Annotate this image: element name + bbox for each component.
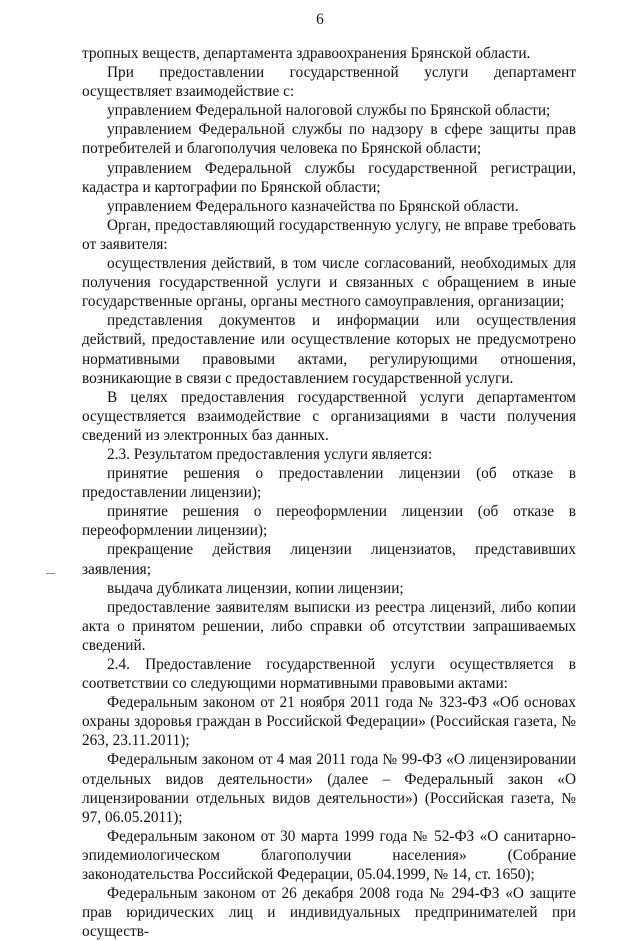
paragraph: Орган, предоставляющий государственную услугу, не вправе требовать от заявителя: (82, 216, 576, 253)
paragraph: В целях предоставления государственной услуги департаментом осуществляется взаимодействие с организациями в части получения сведений из электронных баз данных. (82, 388, 576, 444)
paragraph: управлением Федерального казначейства по Брянской области. (107, 197, 519, 215)
paragraph: 2.4. Предоставление государственной услуги осуществляется в соответствии со следующими нормативными правовыми актами: (82, 656, 576, 693)
margin-mark (46, 573, 55, 574)
paragraph: выдача дубликата лицензии, копии лицензии; (107, 579, 404, 597)
document-body (82, 44, 576, 941)
paragraph: управлением Федеральной службы по надзору в сфере защиты прав потребителей и благополучия человека по Брянской области; (82, 121, 576, 158)
paragraph: При предоставлении государственной услуги департамент осуществляет взаимодействие с: (82, 64, 576, 101)
paragraph: 2.3. Результатом предоставления услуги является: (107, 445, 433, 463)
paragraph: тропных веществ, департамента здравоохранения Брянской области. (82, 45, 531, 62)
paragraph: предоставление заявителям выписки из реестра лицензий, либо копии акта о принятом решении, либо справки об отсутствии запрашиваемых сведений. (82, 598, 576, 654)
paragraph: представления документов и информации или осуществления действий, предоставление или осуществление которых не предусмотрено нормативными правовыми актами, регулирующими отношения, возникающие в связи с предоставлением государственной услуги. (82, 312, 576, 387)
paragraph: принятие решения о предоставлении лицензии (об отказе в предоставлении лицензии); (82, 465, 576, 502)
paragraph: принятие решения о переоформлении лицензии (об отказе в переоформлении лицензии); (82, 503, 576, 540)
paragraph: управлением Федеральной налоговой службы по Брянской области; (107, 102, 551, 120)
paragraph: Федеральным законом от 4 мая 2011 года № 99-ФЗ «О лицензировании отдельных видов деятельности» (далее – Федеральный закон «О лицензировании отдельных видов деятельности») (Российская газета, № 97, 06.05.2011); (82, 751, 576, 826)
paragraph: Федеральным законом от 30 марта 1999 года № 52-ФЗ «О санитарно-эпидемиологическом благополучии населения» (Собрание законодательства Российской Федерации, 05.04.1999, № 14, ст. 1650); (82, 827, 576, 884)
paragraph: прекращение действия лицензии лицензиатов, представивших заявления; (82, 541, 576, 578)
paragraph: осуществления действий, в том числе согласований, необходимых для получения государственной услуги и связанных с обращением в иные государственные органы, органы местного самоуправления, организации; (82, 255, 576, 311)
paragraph: Федеральным законом от 26 декабря 2008 года № 294-ФЗ «О защите прав юридических лиц и индивидуальных предпринимателей при осуществ- (82, 885, 576, 941)
paragraph: Федеральным законом от 21 ноября 2011 года № 323-ФЗ «Об основах охраны здоровья граждан в Российской Федерации» (Российская газета, № 263, 23.11.2011); (82, 694, 576, 750)
paragraph: управлением Федеральной службы государственной регистрации, кадастра и картографии по Брянской области; (82, 159, 576, 196)
page-number: 6 (316, 11, 324, 28)
